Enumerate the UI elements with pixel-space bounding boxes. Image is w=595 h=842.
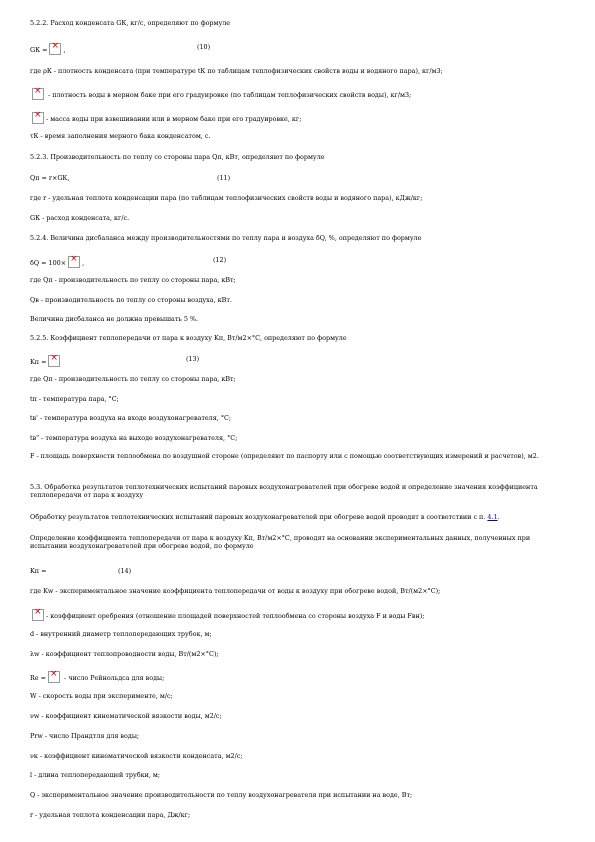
definition-nu-w: νw - коэффициент кинематической вязкости воды, м2/с; — [30, 712, 222, 720]
broken-image-icon — [49, 43, 61, 55]
formula-10-number: (10) — [197, 43, 211, 51]
formula-14-number: (14) — [118, 567, 132, 575]
processing-paragraph — [30, 513, 500, 521]
definition-kw: где Kw - экспериментальное значение коэффициента теплопередачи от воды к воздуху при обогреве водой, Вт/(м2×°С); — [30, 587, 441, 595]
formula-12: δQ = 100×× , — [30, 256, 84, 268]
formula-13-lhs: Kп = — [30, 358, 47, 366]
formula-14-lhs: Kп = — [30, 567, 47, 575]
section-5-3-heading: 5.3. Обработка результатов теплотехнических испытаний паровых воздухонагревателей при обогреве водой и определение значения коэффициента теплопередачи от пара к воздуху — [30, 483, 538, 499]
definition-reynolds — [30, 671, 164, 683]
definition-prw: Prw - число Прандтля для воды; — [30, 732, 140, 740]
broken-image-icon — [32, 112, 44, 124]
definition-qp-2: где Qп - производительность по теплу со стороны пара, кВт; — [30, 375, 236, 383]
definition-gk: GК - расход конденсата, кг/с. — [30, 214, 130, 222]
definition-qv: Qв - производительность по теплу со стороны воздуха, кВт. — [30, 296, 232, 304]
definition-tp: tп - температура пара, °С; — [30, 395, 119, 403]
broken-image-icon — [32, 609, 44, 621]
definition-fin-ratio — [30, 609, 424, 621]
formula-11-number: (11) — [217, 174, 231, 182]
definition-mass-text: - масса воды при взвешивании или в мерном баке при его градуировке, кг; — [46, 115, 302, 123]
formula-13-number: (13) — [186, 355, 200, 363]
definition-q: Q - экспериментальное значение производительности по теплу воздухонагревателя при испытании на воде, Вт; — [30, 791, 413, 799]
definition-lambda-w: λw - коэффициент теплопроводности воды, Вт/(м2×°С); — [30, 650, 219, 658]
formula-12-number: (12) — [213, 256, 227, 264]
broken-image-icon — [32, 88, 44, 100]
definition-w: W - скорость воды при эксперименте, м/с; — [30, 692, 173, 700]
formula-13 — [30, 355, 62, 367]
definition-rho-water — [30, 88, 411, 100]
clause-4-1-link[interactable]: 4.1 — [487, 513, 498, 521]
definition-tv-out: tв" - температура воздуха на выходе воздухонагревателя, °С; — [30, 434, 238, 442]
definition-l: l - длина теплопередающей трубки, м; — [30, 771, 161, 779]
formula-12-lhs: δQ = 100× — [30, 259, 67, 267]
definition-f: F - площадь поверхности теплообмена по воздушной стороне (определяют по паспорту или с помощью соответствующих измерений и расчетов), м2. — [30, 452, 539, 460]
imbalance-note: Величина дисбаланса не должна превышать 5 %. — [30, 315, 199, 323]
broken-image-icon — [48, 671, 60, 683]
definition-rho-water-text: - плотность воды в мерном баке при его градуировке (по таблицам теплофизических свойств воды), кг/м3; — [48, 91, 412, 99]
section-5-2-2-heading: 5.2.2. Расход конденсата GК, кг/с, определяют по формуле — [30, 19, 231, 27]
section-5-2-3-heading: 5.2.3. Производительность по теплу со стороны пара Qп, кВт, определяют по формуле — [30, 153, 325, 161]
formula-11: Qп = r×GК, — [30, 174, 70, 182]
section-5-2-5-heading: 5.2.5. Коэффициент теплопередачи от пара к воздуху Kп, Вт/м2×°С, определяют по формуле — [30, 334, 347, 342]
definition-rho-k: где ρК - плотность конденсата (при температуре tК по таблицам теплофизических свойств воды и водяного пара), кг/м3; — [30, 67, 443, 75]
formula-10-lhs: GК = — [30, 46, 48, 54]
section-5-2-4-heading: 5.2.4. Величина дисбаланса между производительностями по теплу пара и воздуха δQ, %, определяют по формуле — [30, 234, 422, 242]
definition-r-2: r - удельная теплота конденсации пара, Дж/кг; — [30, 811, 191, 819]
definition-mass — [30, 112, 301, 124]
reynolds-text: - число Рейнольдса для воды; — [64, 674, 165, 682]
definition-tv-in: tв' - температура воздуха на входе воздухонагревателя, °С; — [30, 414, 232, 422]
reynolds-lhs: Rе = — [30, 674, 46, 682]
formula-10: GК =× , — [30, 43, 65, 55]
definition-nu-k: νк - коэффициент кинематической вязкости конденсата, м2/с; — [30, 752, 243, 760]
definition-d: d - внутренний диаметр теплопередающих трубок, м; — [30, 630, 212, 638]
definition-fin-ratio-text: - коэффициент оребрения (отношение площадей поверхностей теплообмена со стороны воздуха F и воды Fвн); — [46, 612, 425, 620]
broken-image-icon — [48, 355, 60, 367]
processing-paragraph-text: Обработку результатов теплотехнических испытаний паровых воздухонагревателей при обогреве водой проводят в соответствии с п. — [30, 513, 486, 521]
definition-qp: где Qп - производительность по теплу со стороны пара, кВт; — [30, 276, 236, 284]
determination-paragraph: Определение коэффициента теплопередачи от пара к воздуху Kп, Вт/м2×°С, проводят на основании экспериментальных данных, полученных при испытании воздухонагревателей при обогреве водой, по формуле — [30, 534, 531, 550]
definition-r: где r - удельная теплота конденсации пара (по таблицам теплофизических свойств воды и водяного пара), кДж/кг; — [30, 194, 423, 202]
definition-tau-k: τК - время заполнения мерного бака конденсатом, с. — [30, 132, 211, 140]
processing-paragraph-end: . — [497, 513, 500, 521]
broken-image-icon — [68, 256, 80, 268]
